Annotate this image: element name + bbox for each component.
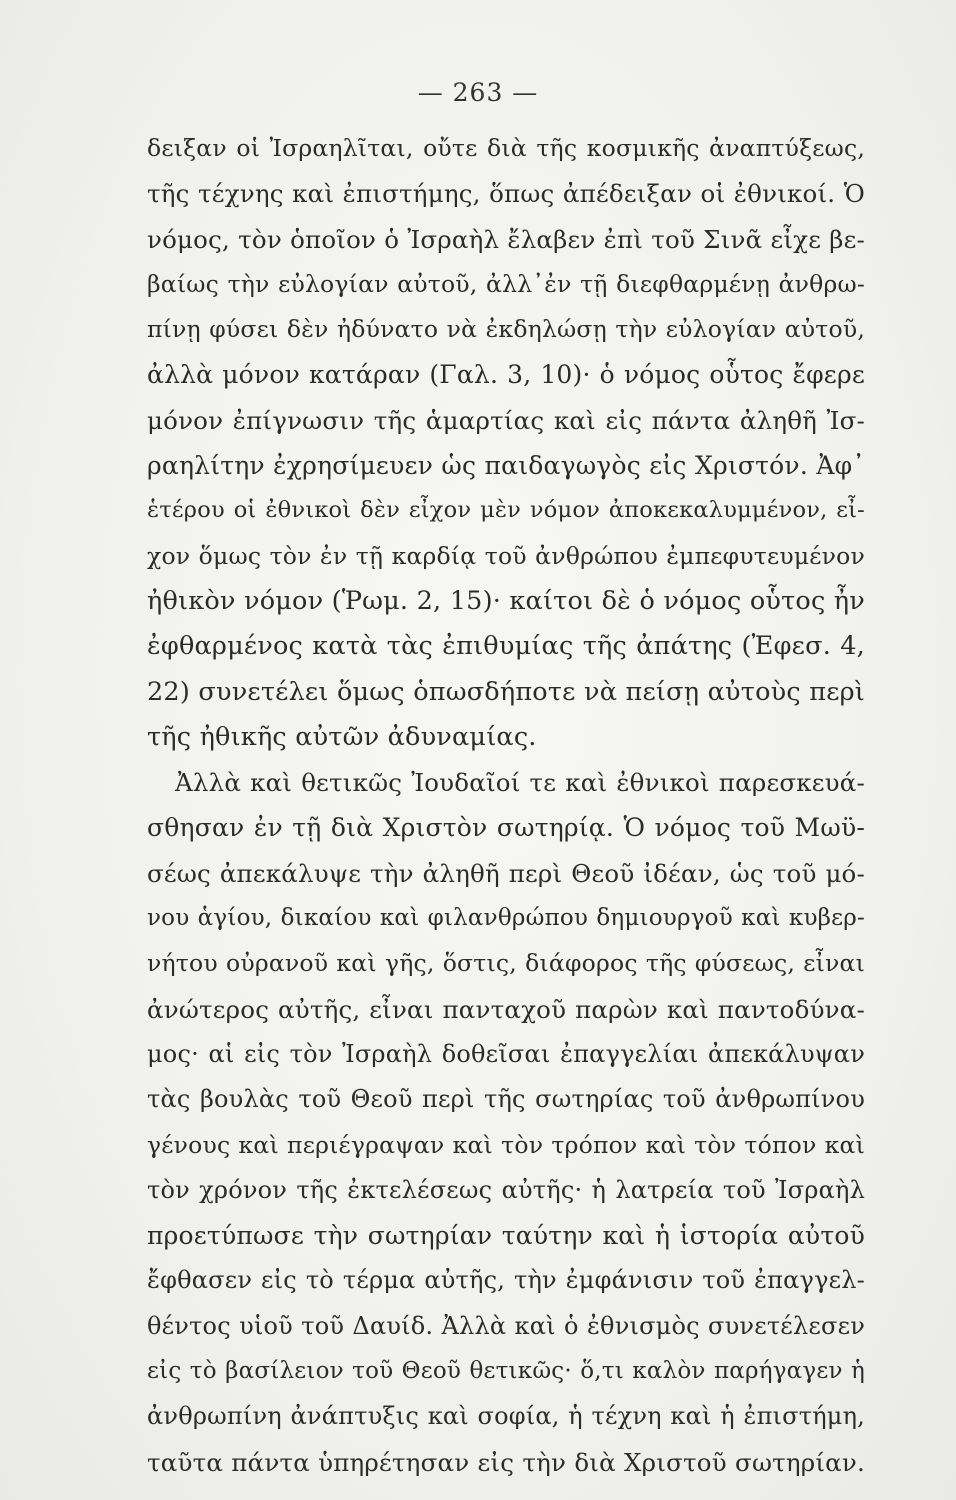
text-line: ἔφθασεν εἰς τὸ τέρμα αὐτῆς, τὴν ἐμφάνισιν τοῦ ἐπαγγελ- — [147, 1266, 865, 1295]
text-line: τὰς βουλὰς τοῦ Θεοῦ περὶ τῆς σωτηρίας τοῦ ἀνθρωπίνου — [147, 1085, 865, 1114]
body-text — [147, 126, 865, 1485]
text-line: ραηλίτην ἐχρησίμευεν ὡς παιδαγωγὸς εἰς Χριστόν. Ἀφ᾿ — [147, 451, 865, 481]
text-line: μόνον ἐπίγνωσιν τῆς ἁμαρτίας καὶ εἰς πάντα ἀληθῆ Ἰσ- — [147, 405, 865, 435]
text-line: ταῦτα πάντα ὑπηρέτησαν εἰς τὴν διὰ Χριστοῦ σωτηρίαν. — [147, 1447, 865, 1477]
text-line: πίνῃ φύσει δὲν ἠδύνατο νὰ ἐκδηλώσῃ τὴν εὐλογίαν αὐτοῦ, — [147, 315, 865, 344]
text-line: ἀνώτερος αὐτῆς, εἶναι πανταχοῦ παρὼν καὶ παντοδύνα- — [147, 994, 865, 1024]
text-line: τῆς τέχνης καὶ ἐπιστήμης, ὅπως ἀπέδειξαν οἱ ἐθνικοί. Ὁ — [147, 179, 865, 209]
text-line: ἐφθαρμένος κατὰ τὰς ἐπιθυμίας τῆς ἀπάτης (Ἐφεσ. 4, — [147, 631, 865, 662]
text-line: ἑτέρου οἱ ἐθνικοὶ δὲν εἶχον μὲν νόμον ἀποκεκαλυμμένον, εἶ- — [147, 497, 865, 524]
paragraph-end-line: τῆς ἠθικῆς αὐτῶν ἀδυναμίας. — [147, 721, 537, 752]
text-line: σθησαν ἐν τῇ διὰ Χριστὸν σωτηρίᾳ. Ὁ νόμος τοῦ Μωϋ- — [147, 813, 865, 843]
text-line: ἀνθρωπίνη ἀνάπτυξις καὶ σοφία, ἡ τέχνη καὶ ἡ ἐπιστήμη, — [147, 1402, 865, 1431]
text-line: νήτου οὐρανοῦ καὶ γῆς, ὅστις, διάφορος τῆς φύσεως, εἶναι — [147, 949, 865, 978]
text-line: σέως ἀπεκάλυψε τὴν ἀληθῆ περὶ Θεοῦ ἰδέαν, ὡς τοῦ μό- — [147, 858, 865, 888]
text-line: εἰς τὸ βασίλειον τοῦ Θεοῦ θετικῶς· ὅ,τι καλὸν παρήγαγεν ἡ — [147, 1358, 865, 1385]
text-line: νου ἁγίου, δικαίου καὶ φιλανθρώπου δημιουργοῦ καὶ κυβερ- — [147, 905, 865, 932]
text-line: νόμος, τὸν ὁποῖον ὁ Ἰσραὴλ ἔλαβεν ἐπὶ τοῦ Σινᾶ εἶχε βε- — [147, 224, 865, 254]
text-line: προετύπωσε τὴν σωτηρίαν ταύτην καὶ ἡ ἱστορία αὐτοῦ — [147, 1221, 865, 1251]
paragraph-start-line: Ἀλλὰ καὶ θετικῶς Ἰουδαῖοί τε καὶ ἐθνικοὶ παρεσκευά- — [175, 768, 865, 798]
text-line: ἀλλὰ μόνον κατάραν (Γαλ. 3, 10)· ὁ νόμος οὗτος ἔφερε — [147, 360, 865, 390]
text-line: δειξαν οἱ Ἰσραηλῖται, οὔτε διὰ τῆς κοσμικῆς ἀναπτύξεως, — [147, 134, 865, 162]
text-line: μος· αἱ εἰς τὸν Ἰσραὴλ δοθεῖσαι ἐπαγγελίαι ἀπεκάλυψαν — [147, 1039, 865, 1068]
text-line: τὸν χρόνον τῆς ἐκτελέσεως αὐτῆς· ἡ λατρεία τοῦ Ἰσραὴλ — [147, 1175, 865, 1204]
page-number: — 263 — — [417, 78, 539, 107]
text-line: 22) συνετέλει ὅμως ὁπωσδήποτε νὰ πείσῃ αὐτοὺς περὶ — [147, 676, 865, 707]
text-line: θέντος υἱοῦ τοῦ Δαυίδ. Ἀλλὰ καὶ ὁ ἐθνισμὸς συνετέλεσεν — [147, 1311, 865, 1340]
text-line: βαίως τὴν εὐλογίαν αὐτοῦ, ἀλλ᾿ἐν τῇ διεφθαρμένῃ ἀνθρω- — [147, 269, 865, 298]
text-line: ἠθικὸν νόμον (Ῥωμ. 2, 15)· καίτοι δὲ ὁ νόμος οὗτος ἦν — [147, 585, 865, 616]
text-line: γένους καὶ περιέγραψαν καὶ τὸν τρόπον καὶ τὸν τόπον καὶ — [147, 1130, 865, 1159]
text-line: χον ὅμως τὸν ἐν τῇ καρδίᾳ τοῦ ἀνθρώπου ἐμπεφυτευμένον — [147, 541, 865, 570]
